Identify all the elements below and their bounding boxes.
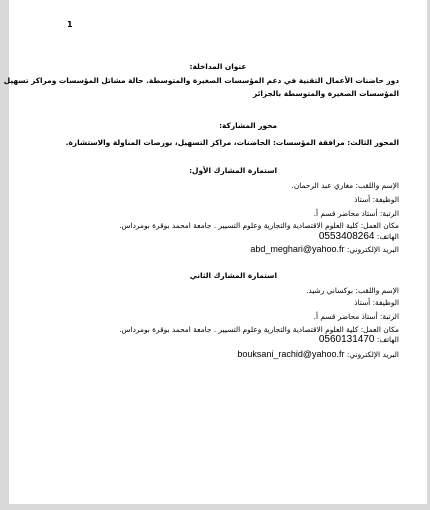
title-label: عنوان المداخلة: <box>189 62 247 71</box>
participant2-email-label: البريد الإلكتروني: <box>346 350 399 359</box>
page-number: 1 <box>67 20 73 29</box>
viewer-bottom-border <box>0 504 430 510</box>
title-line-1: دور حاضنات الأعمال التقنية في دعم المؤسسات الصغيرة والمتوسطة. حالة مشاتل المؤسسات ومراكز تسهيل <box>3 76 399 85</box>
participant1-phone: 0553408264 <box>318 231 375 242</box>
participant2-phone: 0560131470 <box>318 334 375 345</box>
document-page <box>3 0 427 504</box>
axis-label: محور المشاركة: <box>219 121 277 130</box>
participant2-heading: استمارة المشارك الثاني <box>189 271 277 280</box>
participant2-name: الإسم واللقب: بوكساني رشيد. <box>306 286 399 295</box>
participant1-heading: استمارة المشارك الأول: <box>189 166 277 175</box>
participant1-email: abd_meghari@yahoo.fr <box>250 244 345 254</box>
participant1-phone-label: الهاتف: <box>376 232 399 241</box>
participant2-phone-row <box>319 335 399 344</box>
participant1-rank: الرتبة: أستاذ محاضر قسم أ. <box>313 209 399 218</box>
participant1-email-label: البريد الإلكتروني: <box>346 245 399 254</box>
participant2-email: bouksani_rachid@yahoo.fr <box>237 349 345 359</box>
participant2-phone-label: الهاتف: <box>376 335 399 344</box>
title-line-2: المؤسسات الصغيرة والمتوسطة بالجزائر <box>253 89 399 98</box>
participant1-name: الإسم واللقب: مغاري عبد الرحمان. <box>291 181 399 190</box>
participant1-email-row <box>250 245 399 254</box>
axis-text: المحور الثالث: مرافقة المؤسسات: الحاضنات، مراكز التسهيل، بورصات المناولة والاستشارة. <box>65 138 399 147</box>
participant1-job: الوظيفة: أستاذ <box>354 195 399 204</box>
participant1-workplace: مكان العمل: كلية العلوم الاقتصادية والتجارية وعلوم التسيير . جامعة امحمد بوقرة بومرداس. <box>119 221 399 230</box>
participant2-job: الوظيفة: أستاذ <box>354 298 399 307</box>
participant2-email-row <box>237 350 399 359</box>
participant2-workplace: مكان العمل: كلية العلوم الاقتصادية والتجارية وعلوم التسيير . جامعة امحمد بوقرة بومرداس. <box>119 325 399 334</box>
participant2-rank: الرتبة: أستاذ محاضر قسم أ. <box>313 312 399 321</box>
participant1-phone-row <box>319 232 399 241</box>
